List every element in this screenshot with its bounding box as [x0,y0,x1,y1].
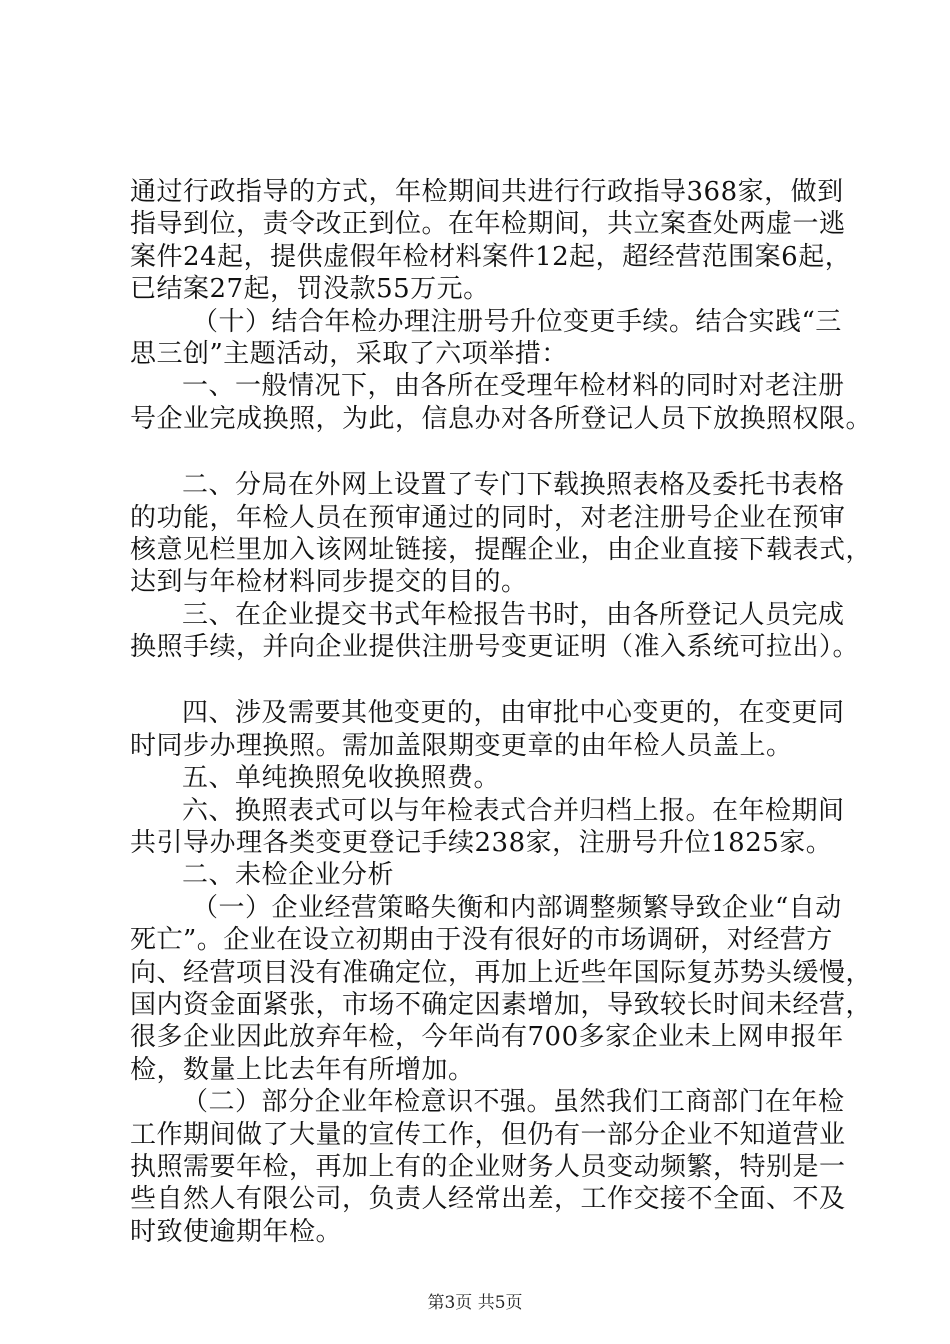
paragraph-gap [130,663,850,697]
text-line: 一、一般情况下，由各所在受理年检材料的同时对老注册 [182,371,845,402]
text-line: 检，数量上比去年有所增加。 [130,1054,475,1085]
text-line: 执照需要年检，再加上有的企业财务人员变动频繁，特别是一 [130,1151,846,1182]
section-heading: 二、未检企业分析 [182,860,395,891]
text-line: 死亡”。企业在设立初期由于没有很好的市场调研，对经营方 [130,925,833,956]
text-line: 向、经营项目没有准确定位，再加上近些年国际复苏势头缓慢， [130,957,873,988]
text-line: 思三创”主题活动，采取了六项举措： [130,338,568,369]
text-line: （十）结合年检办理注册号升位变更手续。结合实践“三 [192,306,842,337]
text-line: 通过行政指导的方式，年检期间共进行行政指导368家，做到 [130,177,844,207]
text-line: （二）部分企业年检意识不强。虽然我们工商部门在年检 [182,1087,845,1118]
text-line: 案件24起，提供虚假年检材料案件12起，超经营范围案6起， [130,241,852,272]
text-line: 时致使逾期年检。 [130,1216,343,1247]
text-line: 二、分局在外网上设置了专门下载换照表格及委托书表格 [182,470,845,501]
text-line: 号企业完成换照，为此，信息办对各所登记人员下放换照权限。 [130,403,873,434]
text-line: （一）企业经营策略失衡和内部调整频繁导致企业“自动 [192,892,842,923]
paragraph-gap [130,435,850,469]
text-line: 已结案27起，罚没款55万元。 [130,274,490,305]
text-line: 时同步办理换照。需加盖限期变更章的由年检人员盖上。 [130,730,793,761]
text-line: 四、涉及需要其他变更的，由审批中心变更的，在变更同 [182,698,845,729]
text-line: 共引导办理各类变更登记手续238家，注册号升位1825家。 [130,828,833,859]
text-line: 六、换照表式可以与年检表式合并归档上报。在年检期间 [182,795,845,826]
text-line: 工作期间做了大量的宣传工作，但仍有一部分企业不知道营业 [130,1119,846,1150]
page-indicator: 第3页 共5页 [427,1293,523,1313]
text-line: 指导到位，责令改正到位。在年检期间，共立案查处两虚一逃 [130,209,846,240]
text-line: 的功能，年检人员在预审通过的同时，对老注册号企业在预审 [130,502,846,533]
document-body [130,176,873,1248]
text-line: 达到与年检材料同步提交的目的。 [130,567,528,598]
text-line: 三、在企业提交书式年检报告书时，由各所登记人员完成 [182,599,845,630]
text-line: 核意见栏里加入该网址链接，提醒企业，由企业直接下载表式， [130,534,873,565]
text-line: 五、单纯换照免收换照费。 [182,763,501,794]
text-line: 换照手续，并向企业提供注册号变更证明（准入系统可拉出）。 [130,632,860,663]
text-line: 些自然人有限公司，负责人经常出差，工作交接不全面、不及 [130,1184,846,1215]
text-line: 国内资金面紧张，市场不确定因素增加，导致较长时间未经营， [130,989,873,1020]
text-line: 很多企业因此放弃年检，今年尚有700多家企业未上网申报年 [130,1022,844,1053]
page-footer [0,1288,950,1313]
